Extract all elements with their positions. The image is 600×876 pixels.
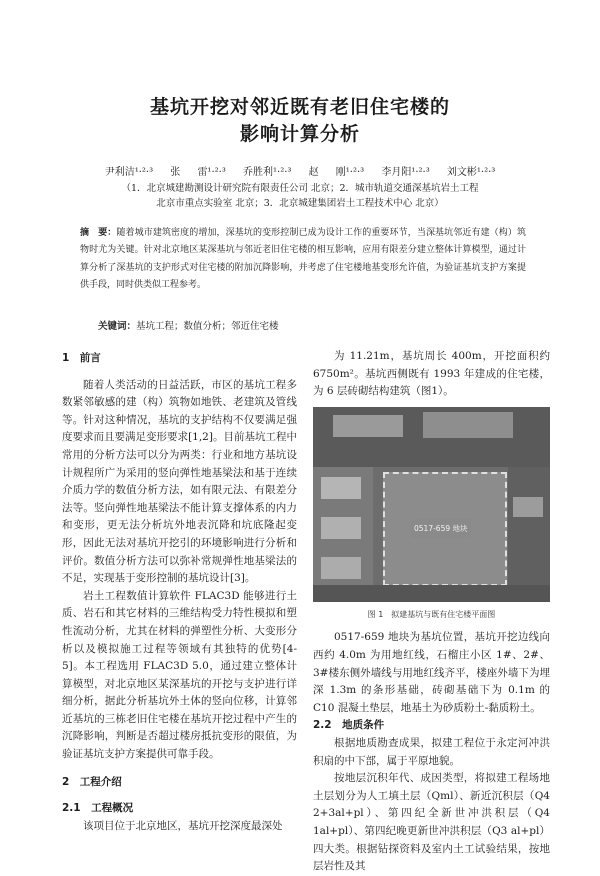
section-heading-intro: 1 前言: [62, 352, 101, 364]
paper-title-line1: 基坑开挖对邻近既有老旧住宅楼的: [149, 96, 450, 118]
author-list: 尹利洁¹·²·³ 张 雷¹·²·³ 乔胜利¹·²·³ 赵 刚¹·²·³ 李月阳¹·²·³ 刘文彬¹·²·³: [104, 167, 496, 178]
keywords-text: 基坑工程；数值分析；邻近住宅楼: [136, 321, 279, 332]
figure-caption: 图 1 拟建基坑与既有住宅楼平面图: [367, 609, 496, 619]
paper-title-line2: 影响计算分析: [239, 123, 360, 145]
subsection-heading-overview: 2.1 工程概况: [62, 802, 134, 815]
geology-paragraph-2: 按地层沉积年代、成因类型，将拟建工程场地土层划分为人工填土层（Qml）、新近沉积层（Q4 2+3al+pl）、第四纪全新世冲洪积层（Q4 1al+pl）、第四纪晚更新世冲洪积层（Q3 al+pl）四大类。根据钻探资料及室内土工试验结果，按地层岩性及其: [313, 772, 550, 873]
abstract-label: 摘 要：: [80, 228, 117, 238]
abstract-text: 随着城市建筑密度的增加，深基坑的变形控制已成为设计工作的重要环节，当深基坑邻近有建（构）筑物时尤为关键。针对北京地区某深基坑与邻近老旧住宅楼的相互影响，应用有限差分建立整体计算模型，通过计算分析了深基坑的支护形式对住宅楼的附加沉降影响，并考虑了住宅楼地基变形允许值，为验证基坑支护方案提供手段，同时供类似工程参考。: [80, 228, 526, 290]
site-aerial-photo: [313, 407, 550, 602]
left-column: [62, 348, 297, 835]
affiliation-line2: 北京市重点实验室 北京；3．北京城建集团岩土工程技术中心 北京）: [156, 198, 444, 209]
figure-site-label: 0517-659 地块: [411, 519, 471, 539]
overview-paragraph: 该项目位于北京地区，基坑开挖深度最深处: [83, 819, 283, 832]
right-column: [313, 348, 550, 876]
overview-paragraph-cont: 为 11.21m，基坑周长 400m，开挖面积约 6750m²。基坑西侧既有 1993 年建成的住宅楼，为 6 层砖砌结构建筑（图1）。: [313, 350, 550, 398]
intro-paragraph-2: 岩土工程数值计算软件 FLAC3D 能够进行土质、岩石和其它材料的三维结构受力特性模拟和塑性流动分析，尤其在材料的弹塑性分析、大变形分析以及模拟施工过程等领域有其独特的优势[4-5]。本工程选用 FLAC3D 5.0，通过建立整体计算模型，对北京地区某深基坑的开挖与支护进行详细分析，据此分析基坑外土体的竖向位移，计算邻近基坑的三栋老旧住宅楼在基坑开挖过程中产生的沉降影响，判断是否超过楼房抵抗变形的限值，为验证基坑支护方案提供可靠手段。: [62, 589, 297, 761]
section-heading-project: 2 工程介绍: [62, 775, 122, 788]
abstract: [80, 225, 526, 294]
keywords-label: 关键词：: [98, 321, 137, 332]
affiliation-line1: （1．北京城建勘测设计研究院有限责任公司 北京；2．城市轨道交通深基坑岩土工程: [121, 183, 479, 194]
subsection-heading-geology: 2.2 地质条件: [313, 719, 385, 732]
geology-paragraph-1: 根据地质勘查成果，拟建工程位于永定河冲洪积扇的中下部，属于平原地貌。: [313, 736, 550, 767]
intro-paragraph-1: 随着人类活动的日益活跃，市区的基坑工程多数紧邻敏感的建（构）筑物如地铁、老建筑及管线等。针对这种情况，基坑的支护结构不仅要满足强度要求而且要满足变形要求[1,2]。目前基坑工程中常用的分析方法可以分为两类：行业和地方基坑设计规程所广为采用的竖向弹性地基梁法和基于连续介质力学的数值分析方法，如有限元法、有限差分法等。竖向弹性地基梁法不能计算支撑体系的内力和变形，更无法分析坑外地表沉降和坑底隆起变形，因此无法对基坑开挖引的环境影响进行分析和评价。数值分析方法可以弥补常规弹性地基梁法的不足，实现基于变形控制的基坑设计[3]。: [62, 378, 297, 585]
keywords: [98, 318, 518, 332]
site-paragraph: 0517-659 地块为基坑位置，基坑开挖边线向西约 4.0m 为用地红线，石榴庄小区 1#、2#、3#楼东侧外墙线与用地红线齐平，楼座外墙下为埋深 1.3m 的条形基础，砖砌基础下为 0.1m 的 C10 混凝土垫层，地基土为砂质粉土-黏质粉土。: [313, 631, 550, 714]
